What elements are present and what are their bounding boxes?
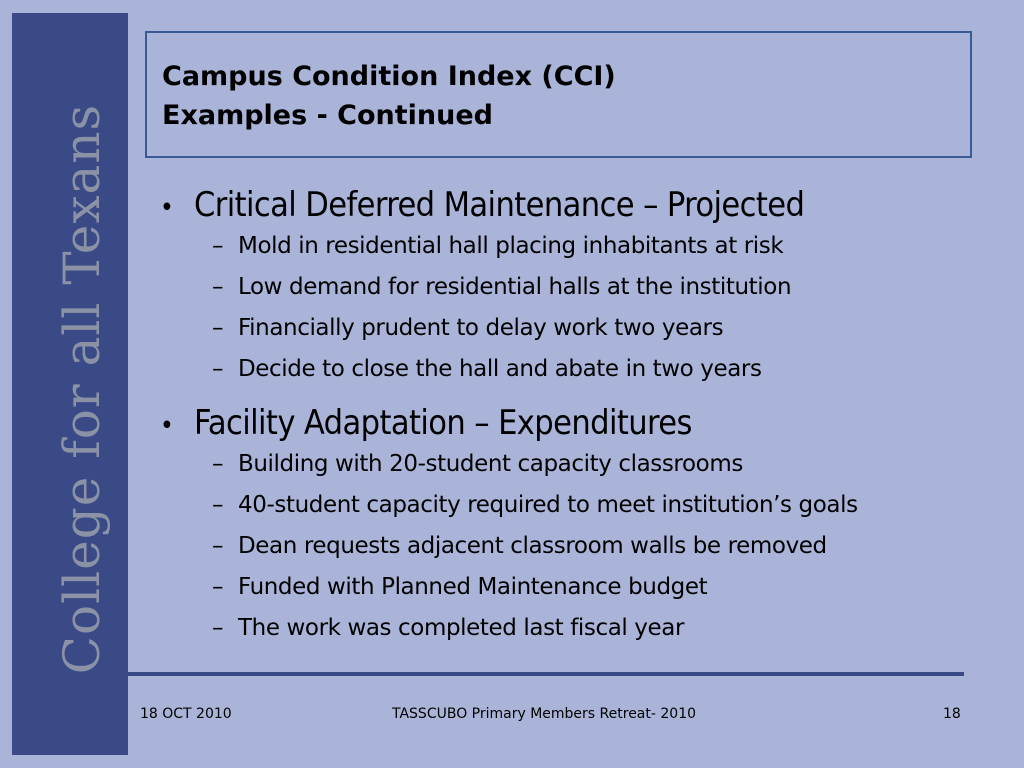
sub-bullet-text: Financially prudent to delay work two years xyxy=(238,315,724,341)
slide-content xyxy=(160,185,960,662)
page-title: Campus Condition Index (CCI) xyxy=(162,61,616,92)
sub-bullet-text: Mold in residential hall placing inhabitants at risk xyxy=(238,233,784,259)
sub-bullet-marker: – xyxy=(212,315,224,341)
sidebar-band xyxy=(12,13,128,755)
sub-bullet-text: The work was completed last fiscal year xyxy=(238,615,685,641)
sub-bullet-text: Building with 20-student capacity classrooms xyxy=(238,451,743,477)
sub-bullet-text: Funded with Planned Maintenance budget xyxy=(238,574,708,600)
sub-bullet-marker: – xyxy=(212,451,224,477)
footer-event: TASSCUBO Primary Members Retreat- 2010 xyxy=(392,706,697,722)
bullet-item xyxy=(160,185,960,225)
sub-bullet-item xyxy=(212,274,960,315)
sub-bullet-text: Low demand for residential halls at the institution xyxy=(238,274,792,300)
sub-bullet-item xyxy=(212,315,960,356)
sub-bullet-item xyxy=(212,233,960,274)
page-subtitle: Examples - Continued xyxy=(162,100,494,131)
sub-bullet-item xyxy=(212,356,960,397)
page-number: 18 xyxy=(943,706,961,722)
sub-bullet-marker: – xyxy=(212,274,224,300)
sub-bullet-marker: – xyxy=(212,492,224,518)
sub-bullet-item xyxy=(212,615,960,656)
sub-bullet-text: 40-student capacity required to meet institution’s goals xyxy=(238,492,858,518)
bullet-text: Critical Deferred Maintenance – Projected xyxy=(194,185,805,225)
bullet-item xyxy=(160,403,960,443)
footer-date: 18 OCT 2010 xyxy=(140,706,232,722)
sub-bullet-marker: – xyxy=(212,356,224,382)
sub-bullet-item xyxy=(212,492,960,533)
bullet-group xyxy=(160,185,960,397)
sub-bullet-marker: – xyxy=(212,574,224,600)
sub-bullet-text: Decide to close the hall and abate in two years xyxy=(238,356,762,382)
title-box xyxy=(145,31,972,158)
sub-bullet-item xyxy=(212,574,960,615)
sub-bullet-marker: – xyxy=(212,533,224,559)
sidebar-tagline: College for all Texans xyxy=(53,103,111,675)
bullet-group xyxy=(160,403,960,656)
sub-bullet-marker: – xyxy=(212,615,224,641)
footer-divider xyxy=(128,672,964,676)
sub-bullet-item xyxy=(212,451,960,492)
sub-bullet-marker: – xyxy=(212,233,224,259)
sub-bullet-text: Dean requests adjacent classroom walls be removed xyxy=(238,533,827,559)
bullet-marker: • xyxy=(160,411,174,441)
bullet-marker: • xyxy=(160,193,174,223)
sub-bullet-item xyxy=(212,533,960,574)
bullet-text: Facility Adaptation – Expenditures xyxy=(194,403,692,443)
